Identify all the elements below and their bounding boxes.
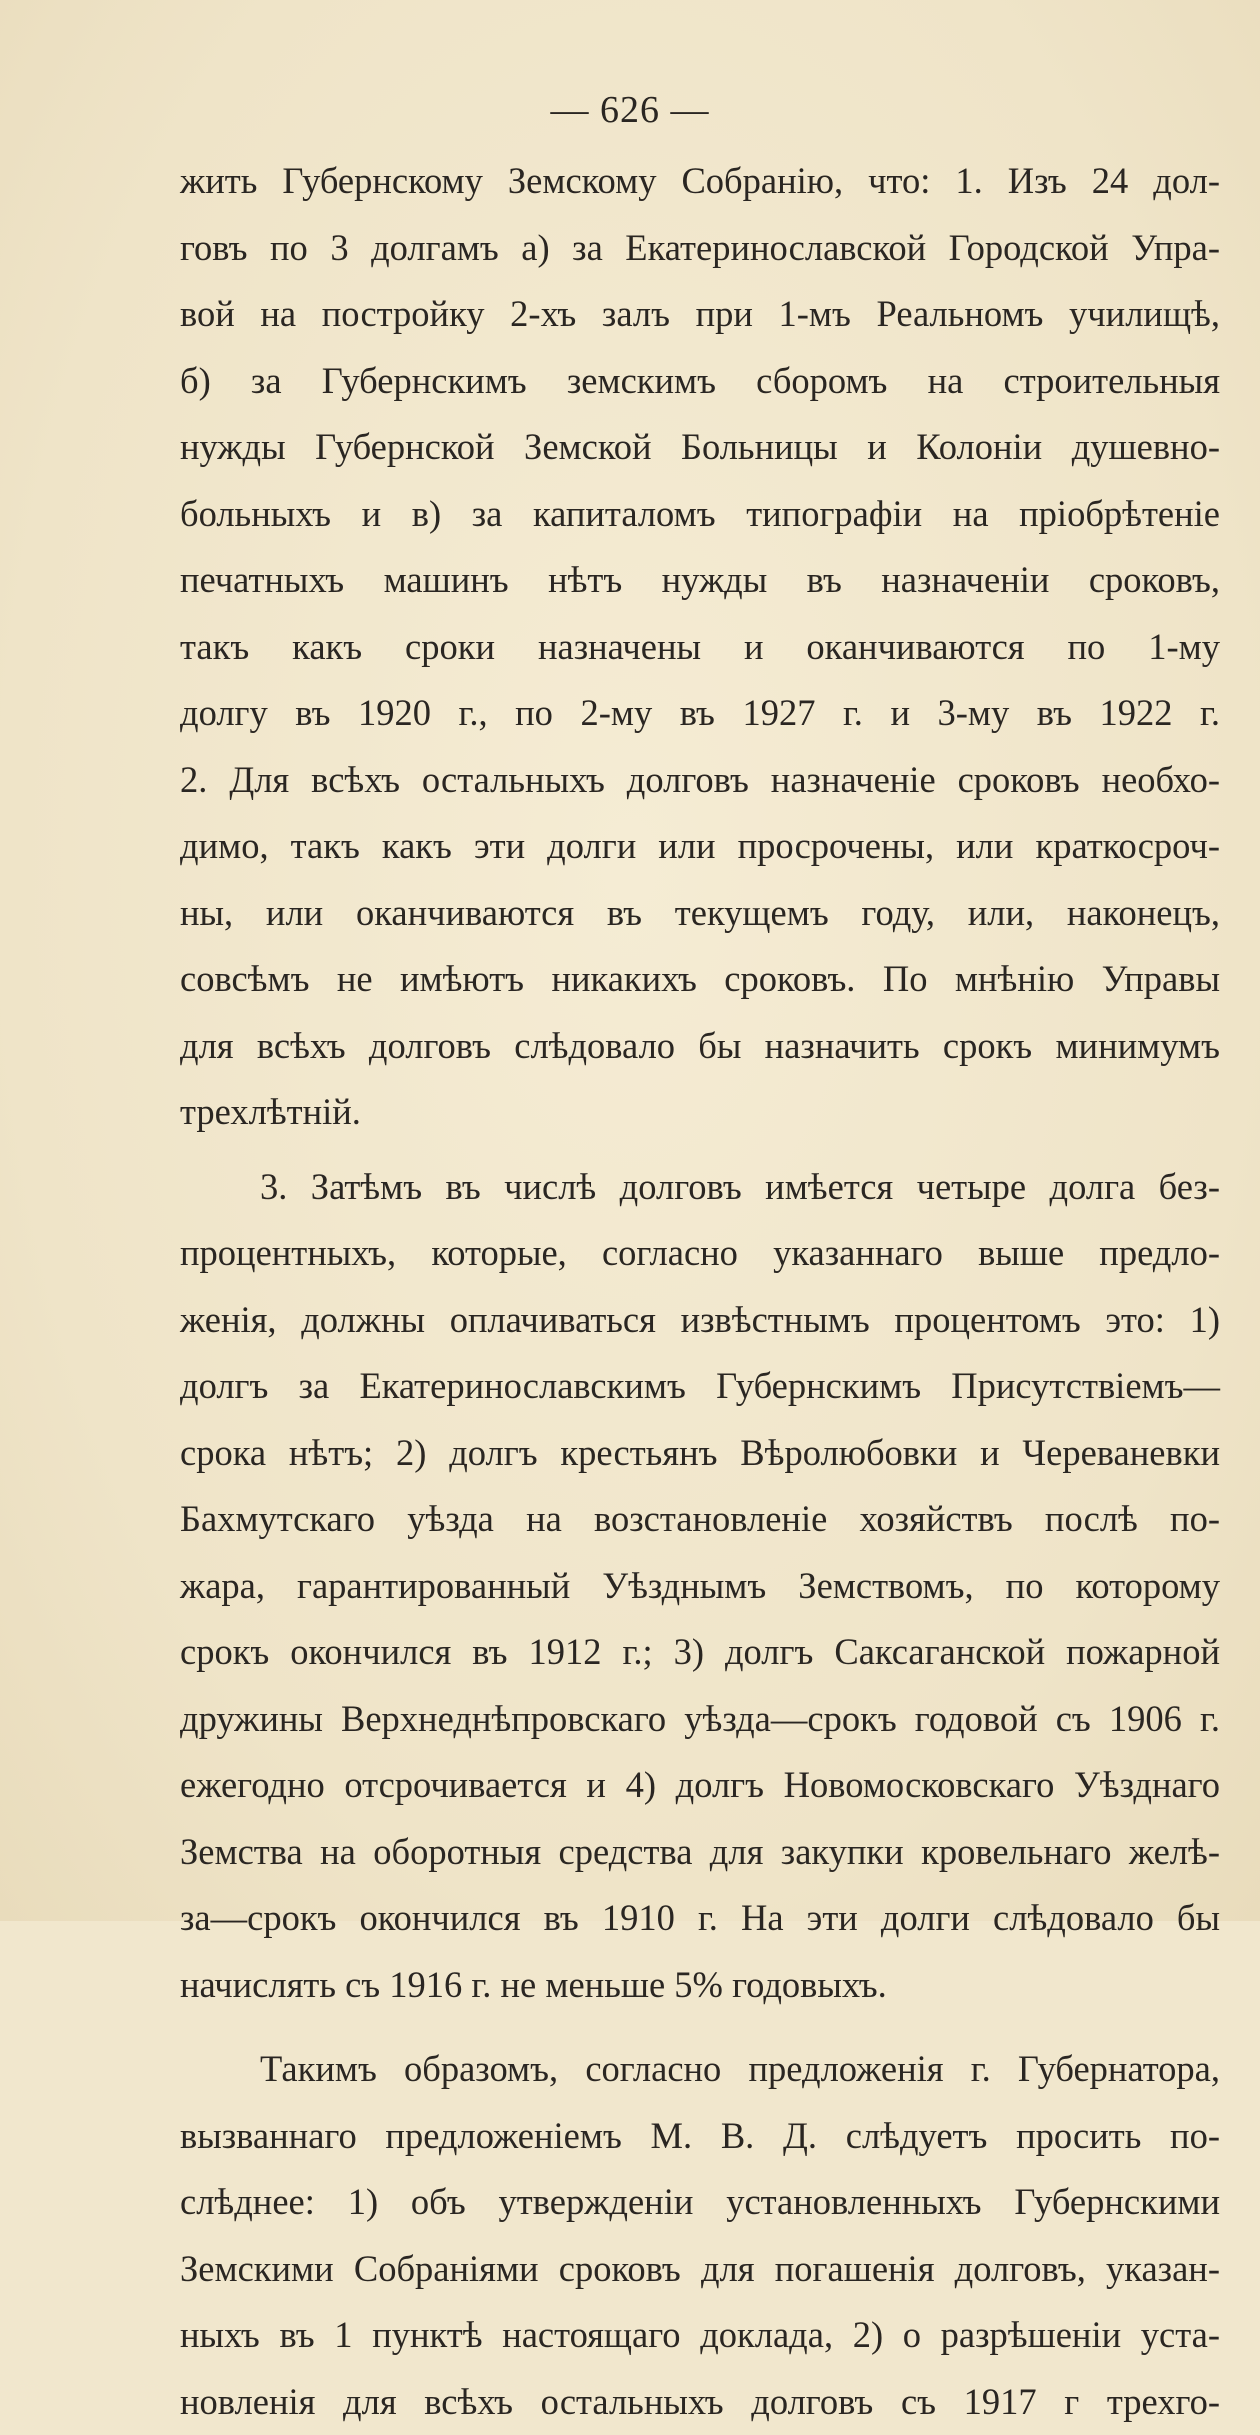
text-line: жара, гарантированный Уѣзднымъ Земствомъ, по которому — [180, 1553, 1220, 1620]
text-line: димо, такъ какъ эти долги или просрочены, или краткосроч- — [180, 813, 1220, 880]
text-line: женія, должны оплачиваться извѣстнымъ процентомъ это: 1) — [180, 1287, 1220, 1354]
text-line: совсѣмъ не имѣютъ никакихъ сроковъ. По мнѣнію Управы — [180, 946, 1220, 1013]
text-line: вой на постройку 2-хъ залъ при 1-мъ Реальномъ училищѣ, — [180, 281, 1220, 348]
text-line: для всѣхъ долговъ слѣдовало бы назначить срокъ минимумъ — [180, 1013, 1220, 1080]
text-line: слѣднее: 1) объ утвержденіи установленныхъ Губернскими — [180, 2169, 1220, 2236]
text-line: вызваннаго предложеніемъ М. В. Д. слѣдуетъ просить по- — [180, 2103, 1220, 2170]
text-line: долгъ за Екатеринославскимъ Губернскимъ Присутствіемъ— — [180, 1353, 1220, 1420]
text-line: Такимъ образомъ, согласно предложенія г. Губернатора, — [180, 2036, 1220, 2103]
text-line: нужды Губернской Земской Больницы и Колоніи душевно- — [180, 414, 1220, 481]
text-line: процентныхъ, которые, согласно указаннаго выше предло- — [180, 1220, 1220, 1287]
text-line: срока нѣтъ; 2) долгъ крестьянъ Вѣролюбовки и Череваневки — [180, 1420, 1220, 1487]
text-line: 2. Для всѣхъ остальныхъ долговъ назначеніе сроковъ необхо- — [180, 747, 1220, 814]
text-line: Земскими Собраніями сроковъ для погашенія долговъ, указан- — [180, 2236, 1220, 2303]
text-line: Земства на оборотныя средства для закупки кровельнаго желѣ- — [180, 1819, 1220, 1886]
text-line: б) за Губернскимъ земскимъ сборомъ на строительныя — [180, 348, 1220, 415]
paragraph-1 — [180, 148, 1220, 1146]
text-line: трехлѣтній. — [180, 1079, 1220, 1146]
paragraph-2 — [180, 1154, 1220, 2019]
text-line: за—срокъ окончился въ 1910 г. На эти долги слѣдовало бы — [180, 1885, 1220, 1952]
text-line: начислять съ 1916 г. не меньше 5% годовыхъ. — [180, 1952, 1220, 2019]
text-line: жить Губернскому Земскому Собранію, что: 1. Изъ 24 дол- — [180, 148, 1220, 215]
text-line: Бахмутскаго уѣзда на возстановленіе хозяйствъ послѣ по- — [180, 1486, 1220, 1553]
text-line: ежегодно отсрочивается и 4) долгъ Новомосковскаго Уѣзднаго — [180, 1752, 1220, 1819]
text-line: дружины Верхнеднѣпровскаго уѣзда—срокъ годовой съ 1906 г. — [180, 1686, 1220, 1753]
text-line: печатныхъ машинъ нѣтъ нужды въ назначеніи сроковъ, — [180, 547, 1220, 614]
text-line: говъ по 3 долгамъ а) за Екатеринославской Городской Упра- — [180, 215, 1220, 282]
text-line: ныхъ въ 1 пунктѣ настоящаго доклада, 2) о разрѣшеніи уста- — [180, 2302, 1220, 2369]
document-body — [180, 148, 1220, 2435]
text-line: 3. Затѣмъ въ числѣ долговъ имѣется четыре долга без- — [180, 1154, 1220, 1221]
text-line: долгу въ 1920 г., по 2-му въ 1927 г. и 3-му въ 1922 г. — [180, 680, 1220, 747]
paragraph-3 — [180, 2036, 1220, 2435]
text-line: такъ какъ сроки назначены и оканчиваются по 1-му — [180, 614, 1220, 681]
text-line: ны, или оканчиваются въ текущемъ году, или, наконецъ, — [180, 880, 1220, 947]
page-number: — 626 — — [0, 88, 1260, 132]
text-line: срокъ окончился въ 1912 г.; 3) долгъ Саксаганской пожарной — [180, 1619, 1220, 1686]
text-line: больныхъ и в) за капиталомъ типографіи на пріобрѣтеніе — [180, 481, 1220, 548]
text-line: новленія для всѣхъ остальныхъ долговъ съ 1917 г трехго- — [180, 2369, 1220, 2435]
